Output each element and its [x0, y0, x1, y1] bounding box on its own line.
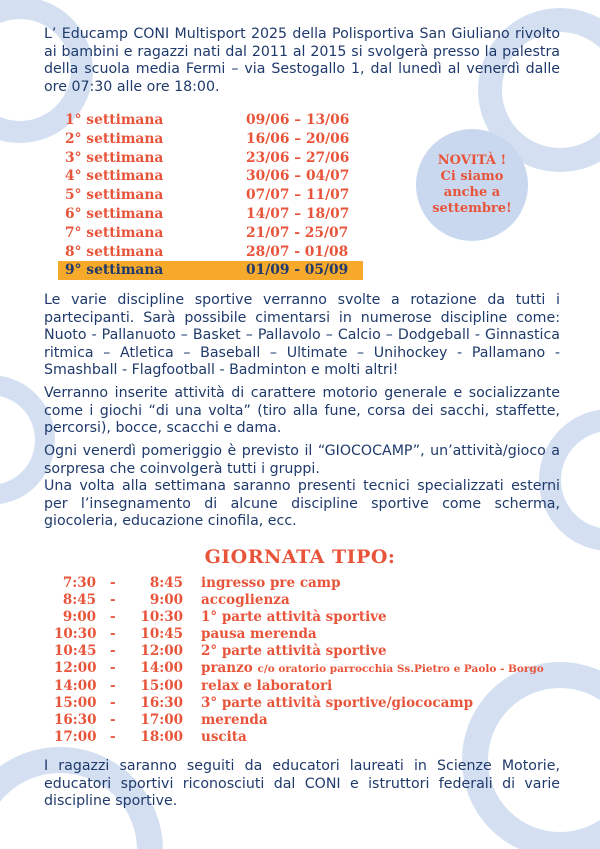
schedule-row [0, 729, 600, 746]
activity-text: 3° parte attività sportive/giococamp [201, 694, 474, 711]
activity-text: ingresso pre camp [201, 575, 341, 591]
week-row [58, 243, 363, 262]
schedule-start: 16:30 [54, 711, 97, 728]
disciplines-paragraph: Le varie discipline sportive verranno svolte a rotazione da tutti i partecipanti. Sarà possibile cimentarsi in numerose discipline come: Nuoto - Pallanuoto – Basket – Pallavolo – Calcio – Dodgeball - Ginnastica ritmica – Atletica – Baseball – Ultimate – Unihockey - Pallamano - Smashball - Flagfootball - Badminton e molti altri! [44, 292, 560, 378]
week-row [58, 205, 363, 224]
giococamp-paragraph: Ogni venerdì pomeriggio è previsto il “GIOCOCAMP”, un’attività/gioco a sorpresa che coinvolgerà tutti i gruppi. [44, 443, 560, 477]
schedule-row [0, 609, 600, 626]
schedule-start: 7:30 [62, 575, 96, 591]
week-row-highlighted [58, 261, 363, 280]
novita-text: NOVITÀ ! Ci siamo anche a settembre! [432, 153, 512, 216]
week-dates: 23/06 – 27/06 [246, 149, 350, 166]
novita-badge [416, 129, 528, 241]
schedule-start: 8:45 [62, 592, 96, 609]
week-row [58, 149, 363, 168]
week-label: 1° settimana [65, 112, 164, 128]
schedule-activity [201, 660, 544, 678]
schedule-end: 10:45 [140, 626, 183, 643]
week-dates: 16/06 – 20/06 [246, 130, 350, 147]
activity-text: relax e laboratori [201, 677, 333, 694]
schedule-activity [201, 626, 317, 644]
schedule-end: 18:00 [140, 728, 183, 745]
schedule-end: 15:00 [140, 677, 183, 694]
activity-text: 2° parte attività sportive [201, 643, 387, 660]
schedule-row [0, 660, 600, 677]
week-label: 4° settimana [65, 168, 164, 185]
schedule-row [0, 695, 600, 712]
week-label: 9° settimana [65, 262, 164, 279]
schedule-dash: - [110, 626, 116, 643]
activity-note: c/o oratorio parrocchia Ss.Pietro e Paolo - Borgo [257, 663, 544, 676]
schedule-row [0, 678, 600, 695]
activity-text: 1° parte attività sportive [201, 609, 387, 626]
schedule-dash: - [110, 728, 116, 745]
week-dates: 07/07 – 11/07 [246, 187, 350, 204]
activity-text: pausa merenda [201, 626, 317, 643]
schedule-activity [201, 643, 387, 661]
schedule-end: 17:00 [140, 711, 183, 728]
schedule-end: 14:00 [140, 660, 183, 677]
week-row [58, 111, 363, 130]
schedule-dash: - [110, 575, 116, 591]
schedule-row [0, 643, 600, 660]
week-label: 5° settimana [65, 187, 164, 204]
week-label: 6° settimana [65, 205, 164, 222]
schedule-end: 10:30 [140, 609, 183, 626]
schedule-start: 12:00 [54, 660, 97, 677]
week-label: 8° settimana [65, 243, 164, 260]
activity-text: pranzo [201, 660, 258, 677]
schedule-end: 16:30 [140, 694, 183, 711]
week-dates: 09/06 – 13/06 [246, 112, 350, 128]
schedule-activity [201, 678, 332, 696]
activity-text: uscita [201, 728, 247, 745]
week-label: 7° settimana [65, 224, 164, 241]
schedule-dash: - [110, 660, 116, 677]
closing-paragraph: I ragazzi saranno seguiti da educatori laureati in Scienze Motorie, educatori sportivi riconosciuti dal CONI e istruttori federali di varie discipline sportive. [44, 758, 560, 809]
schedule-row [0, 575, 600, 592]
schedule-row [0, 626, 600, 643]
weeks-table [58, 111, 363, 280]
week-row [58, 224, 363, 243]
schedule-activity [201, 695, 473, 713]
week-row [58, 167, 363, 186]
schedule-dash: - [110, 711, 116, 728]
schedule-dash: - [110, 677, 116, 694]
schedule-end: 12:00 [140, 643, 183, 660]
week-dates: 01/09 - 05/09 [246, 262, 349, 279]
schedule-start: 10:45 [54, 643, 97, 660]
schedule-activity [201, 729, 247, 747]
schedule-activity [201, 575, 341, 593]
week-dates: 14/07 – 18/07 [246, 205, 350, 222]
week-label: 2° settimana [65, 130, 164, 147]
schedule-dash: - [110, 609, 116, 626]
schedule-start: 10:30 [54, 626, 97, 643]
week-row [58, 186, 363, 205]
activity-text: accoglienza [201, 592, 290, 609]
schedule-activity [201, 609, 387, 627]
week-dates: 21/07 - 25/07 [246, 224, 349, 241]
week-label: 3° settimana [65, 149, 164, 166]
week-dates: 30/06 – 04/07 [246, 168, 350, 185]
schedule-start: 9:00 [62, 609, 96, 626]
schedule-start: 15:00 [54, 694, 97, 711]
schedule-end: 9:00 [149, 592, 183, 609]
intro-paragraph: L’ Educamp CONI Multisport 2025 della Polisportiva San Giuliano rivolto ai bambini e ragazzi nati dal 2011 al 2015 si svolgerà presso la palestra della scuola media Fermi – via Sestogallo 1, dal lunedì al venerdì dalle ore 07:30 alle ore 18:00. [44, 26, 560, 95]
activity-text: merenda [201, 711, 268, 728]
schedule-start: 17:00 [54, 728, 97, 745]
schedule-activity [201, 592, 290, 610]
specialists-paragraph: Una volta alla settimana saranno presenti tecnici specializzati esterni per l’insegnamento di alcune discipline sportive come scherma, giocoleria, educazione cinofila, ecc. [44, 478, 560, 529]
schedule-dash: - [110, 694, 116, 711]
week-row [58, 130, 363, 149]
schedule-title: GIORNATA TIPO: [204, 546, 396, 568]
schedule-dash: - [110, 643, 116, 660]
schedule-activity [201, 712, 268, 730]
schedule-dash: - [110, 592, 116, 609]
schedule-row [0, 592, 600, 609]
week-dates: 28/07 - 01/08 [246, 243, 349, 260]
schedule-table [0, 575, 600, 746]
schedule-start: 14:00 [54, 677, 97, 694]
schedule-row [0, 712, 600, 729]
schedule-end: 8:45 [149, 575, 183, 591]
activities-paragraph: Verranno inserite attività di carattere motorio generale e socializzante come i giochi “di una volta” (tiro alla fune, corsa dei sacchi, staffette, percorsi), bocce, scacchi e dama. [44, 385, 560, 436]
